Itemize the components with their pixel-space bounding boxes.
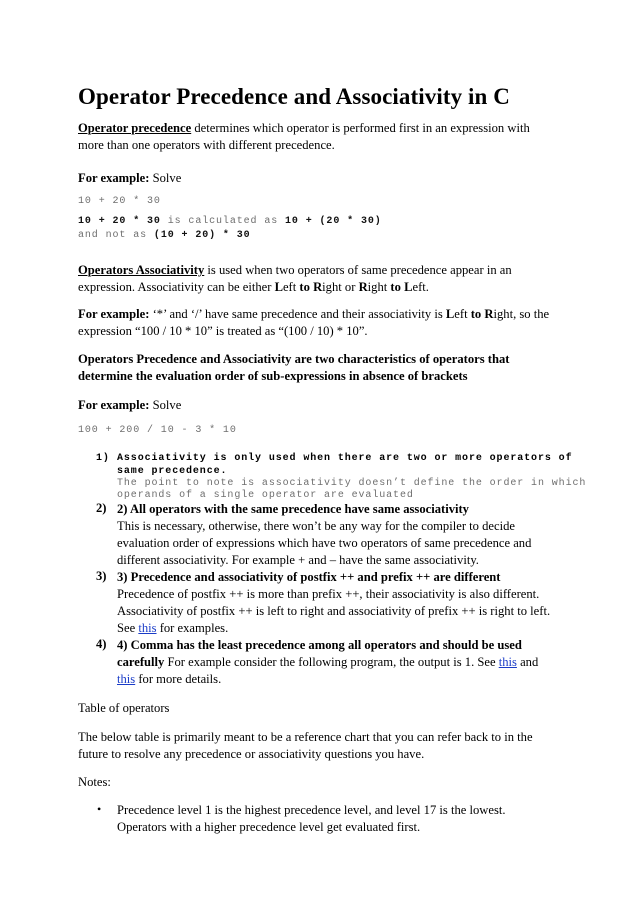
assoc-text: ight — [367, 280, 391, 294]
list-item-2-line-3: different associativity. For example + and – have the same associativity. — [117, 553, 479, 567]
list-item-1-line-2: same precedence. — [117, 466, 228, 477]
example-2-line-2: expression “100 / 10 * 10” is treated as “(100 / 10) * 10”. — [78, 324, 368, 338]
letter-l: L — [404, 280, 413, 294]
list-item-1-line-3: The point to note is associativity doesn’t define the order in which — [117, 478, 587, 489]
list-text: for more details. — [135, 672, 222, 686]
list-item-1-line-4: operands of a single operator are evaluated — [117, 490, 414, 501]
intro-text: determines which operator is performed first in an expression with — [191, 121, 530, 135]
list-item-3-heading: 3) Precedence and associativity of postfix ++ and prefix ++ are different — [117, 570, 501, 584]
example-rest: Solve — [149, 398, 182, 412]
assoc-text: ight or — [322, 280, 359, 294]
example-label: For example: — [78, 171, 150, 185]
list-number-4: 4) — [96, 637, 107, 651]
letter-r: R — [313, 280, 323, 294]
list-number-3: 3) — [96, 569, 107, 583]
list-number-2: 2) — [96, 501, 107, 515]
example-text: ‘*’ and ‘/’ have same precedence and their associativity is — [149, 307, 446, 321]
list-item-1-line-1: Associativity is only used when there are two or more operators of — [117, 453, 573, 464]
assoc-line-1 — [78, 262, 512, 279]
intro-line-2: more than one operators with different precedence. — [78, 138, 335, 152]
example-rest: Solve — [149, 171, 182, 185]
code-expression: 10 + (20 * 30) — [285, 216, 382, 227]
list-text: for examples. — [156, 621, 229, 635]
note-line-1: Precedence level 1 is the highest precedence level, and level 17 is the lowest. — [117, 803, 506, 817]
summary-line-2: determine the evaluation order of sub-expressions in absence of brackets — [78, 369, 468, 383]
example-3-label — [78, 397, 181, 414]
example-1-label — [78, 170, 181, 187]
notes-label: Notes: — [78, 775, 111, 789]
table-heading: Table of operators — [78, 701, 170, 715]
word-to: to — [390, 280, 401, 294]
list-bold-word: carefully — [117, 655, 165, 669]
list-item-4-line-2 — [117, 671, 221, 688]
list-item-2-line-1: This is necessary, otherwise, there won’t be any way for the compiler to decide — [117, 519, 515, 533]
letter-r: R — [484, 307, 494, 321]
letter-r: R — [358, 280, 368, 294]
list-number-1: 1) — [96, 453, 110, 464]
assoc-text: eft. — [412, 280, 429, 294]
page-title: Operator Precedence and Associativity in C — [78, 84, 510, 109]
term-operators-associativity: Operators Associativity — [78, 263, 205, 277]
this-link[interactable]: this — [498, 655, 517, 669]
list-item-3-line-2: Associativity of postfix ++ is left to right and associativity of prefix ++ is right to left. — [117, 604, 551, 618]
example-text: eft — [454, 307, 471, 321]
code-line-1: 10 + 20 * 30 — [78, 196, 161, 207]
table-description-line-2: future to resolve any precedence or associativity questions you have. — [78, 747, 425, 761]
example-label: For example: — [78, 398, 150, 412]
list-item-3-line-1: Precedence of postfix ++ is more than prefix ++, their associativity is also different. — [117, 587, 540, 601]
list-item-2-line-2: evaluation order of expressions which have two operators of same precedence and — [117, 536, 532, 550]
code-text: is calculated as — [160, 216, 286, 227]
code-line-3 — [78, 224, 251, 242]
word-to: to — [299, 280, 310, 294]
assoc-text: is used when two operators of same precedence appear in an — [204, 263, 512, 277]
code-text: and not as — [78, 230, 154, 241]
summary-line-1: Operators Precedence and Associativity are two characteristics of operators that — [78, 352, 510, 366]
assoc-text: eft — [282, 280, 300, 294]
assoc-text: expression. Associativity can be either — [78, 280, 275, 294]
this-link[interactable]: this — [138, 621, 157, 635]
example-label: For example: — [78, 307, 150, 321]
assoc-line-2 — [78, 279, 429, 296]
code-expression: 10 + 20 * 30 — [78, 216, 161, 227]
list-text: See — [117, 621, 139, 635]
example-2-line-1 — [78, 306, 549, 323]
table-description-line-1: The below table is primarily meant to be a reference chart that you can refer back to in the — [78, 730, 533, 744]
list-item-2-heading: 2) All operators with the same precedence have same associativity — [117, 502, 469, 516]
code-line-example-3: 100 + 200 / 10 - 3 * 10 — [78, 425, 237, 436]
this-link[interactable]: this — [117, 672, 136, 686]
list-text: For example consider the following program, the output is 1. See — [164, 655, 499, 669]
letter-l: L — [274, 280, 283, 294]
word-to: to — [470, 307, 482, 321]
list-item-3-line-3 — [117, 620, 228, 637]
list-text: and — [516, 655, 539, 669]
list-item-4-line-1 — [117, 654, 538, 671]
bullet-dot: • — [97, 802, 102, 816]
example-text: ight, so the — [493, 307, 550, 321]
list-item-4-heading: 4) Comma has the least precedence among all operators and should be used — [117, 638, 522, 652]
term-operator-precedence: Operator precedence — [78, 121, 192, 135]
intro-line-1 — [78, 120, 530, 137]
code-expression: (10 + 20) * 30 — [153, 230, 251, 241]
letter-l: L — [445, 307, 455, 321]
note-line-2: Operators with a higher precedence level get evaluated first. — [117, 820, 421, 834]
